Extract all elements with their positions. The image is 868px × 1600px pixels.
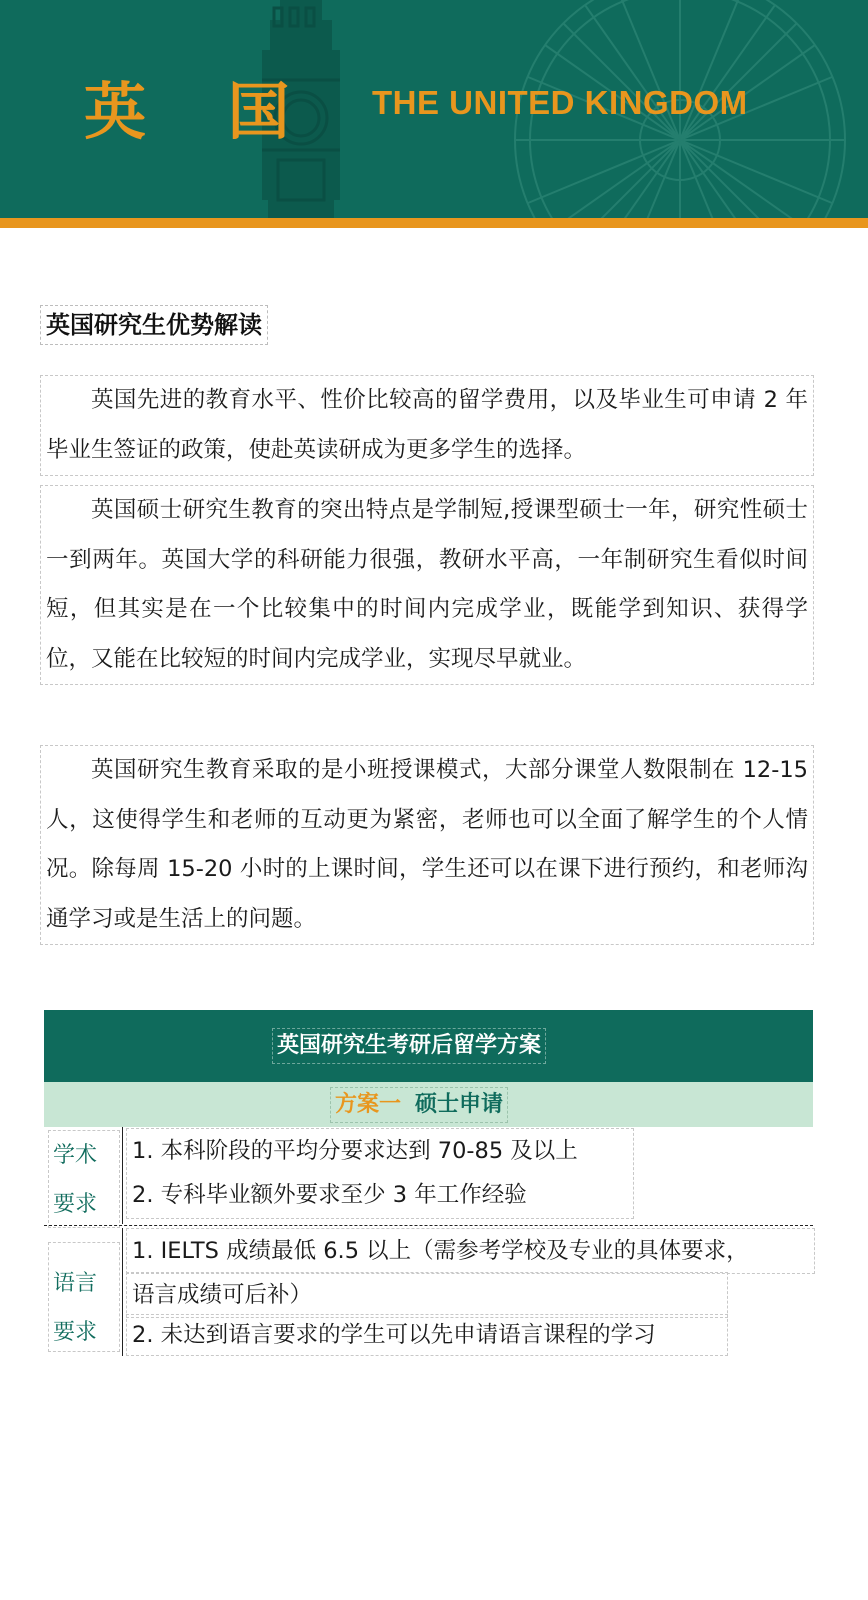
list-item: 2. 专科毕业额外要求至少 3 年工作经验 xyxy=(132,1182,527,1208)
paragraph-3: 英国研究生教育采取的是小班授课模式，大部分课堂人数限制在 12-15 人，这使得学生和老师的互动更为紧密，老师也可以全面了解学生的个人情况。除每周 15-20 小时的上课时间，学生还可以在课下进行预约，和老师沟通学习或是生活上的问题。 xyxy=(40,745,814,945)
plan-option-name: 硕士申请 xyxy=(415,1092,504,1117)
list-item: 1. 本科阶段的平均分要求达到 70-85 及以上 xyxy=(132,1138,578,1164)
language-requirement-label: 语言 要求 xyxy=(48,1242,120,1352)
list-item: 2. 未达到语言要求的学生可以先申请语言课程的学习 xyxy=(126,1314,728,1356)
country-banner xyxy=(0,0,868,218)
paragraph-1: 英国先进的教育水平、性价比较高的留学费用，以及毕业生可申请 2 年毕业生签证的政策，使赴英读研成为更多学生的选择。 xyxy=(40,375,814,476)
section-title: 英国研究生优势解读 xyxy=(40,305,268,345)
banner-accent-stripe xyxy=(0,218,868,228)
academic-requirement-label: 学术 要求 xyxy=(48,1130,120,1228)
table-divider xyxy=(122,1228,123,1356)
list-item: 1. IELTS 成绩最低 6.5 以上（需参考学校及专业的具体要求， xyxy=(126,1228,815,1274)
banner-title-cn: 英 国 xyxy=(84,75,320,148)
plan-option-label: 方案一 xyxy=(335,1092,402,1117)
list-item-continued: 语言成绩可后补） xyxy=(126,1272,728,1318)
plan-title: 英国研究生考研后留学方案 xyxy=(272,1028,546,1064)
table-divider xyxy=(122,1127,123,1224)
paragraph-2: 英国硕士研究生教育的突出特点是学制短,授课型硕士一年，研究性硕士一到两年。英国大学的科研能力很强，教研水平高，一年制研究生看似时间短，但其实是在一个比较集中的时间内完成学业，既能学到知识、获得学位，又能在比较短的时间内完成学业，实现尽早就业。 xyxy=(40,485,814,685)
banner-title-en: THE UNITED KINGDOM xyxy=(372,84,748,121)
academic-requirement-list xyxy=(126,1128,634,1219)
row-divider xyxy=(44,1225,813,1226)
plan-option-heading xyxy=(330,1087,508,1123)
